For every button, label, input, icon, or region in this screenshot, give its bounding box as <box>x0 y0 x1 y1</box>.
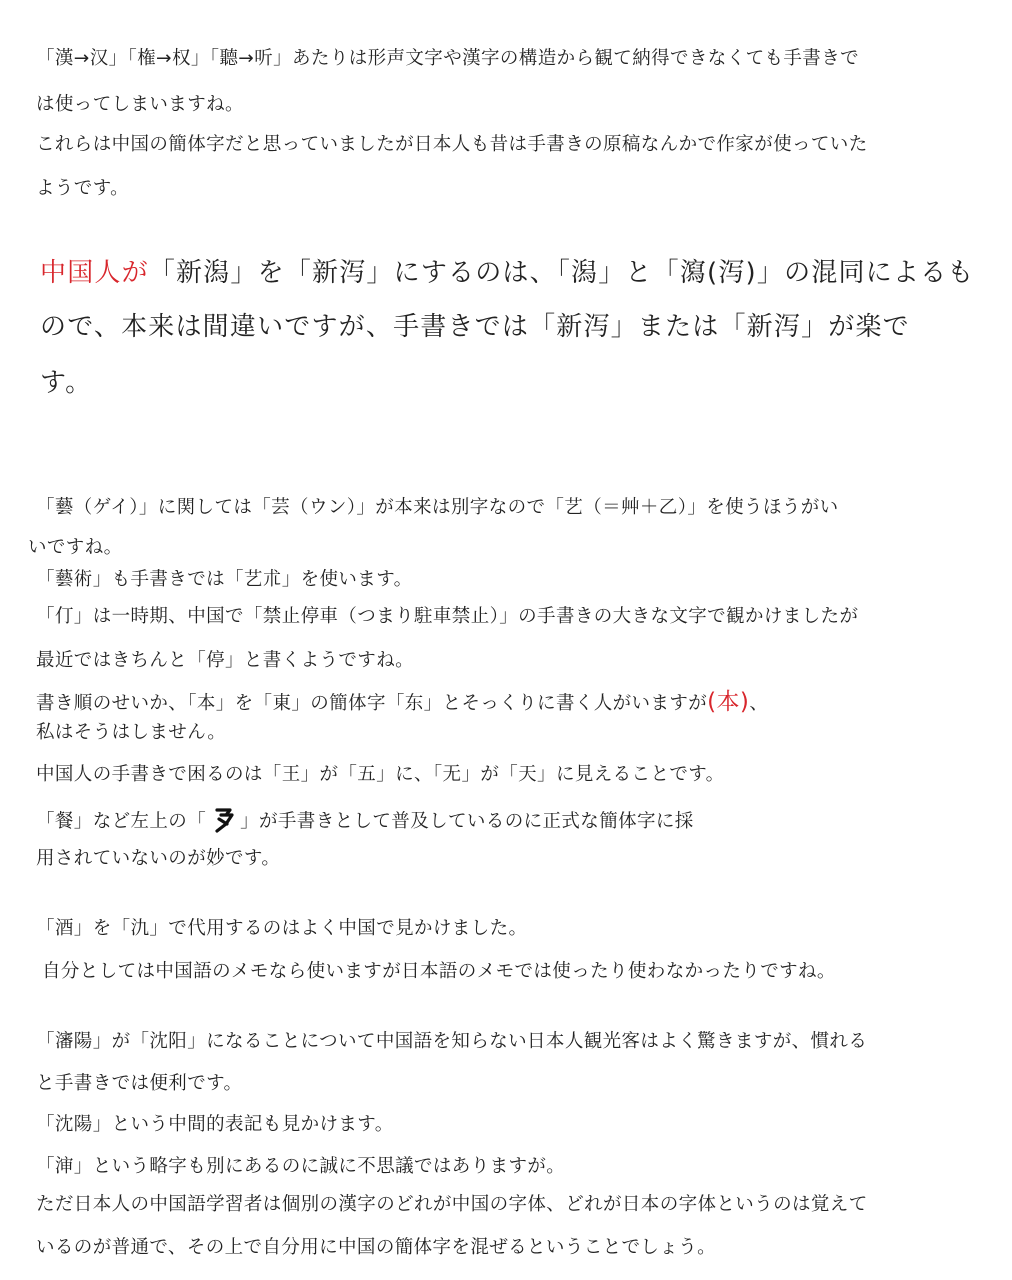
para1-line3: これらは中国の簡体字だと思っていましたが日本人も昔は手書きの原稿なんかで作家が使っていた <box>36 134 868 155</box>
sec2-line9-before: 「餐」など左上の「 <box>36 811 207 832</box>
sec2-line6-after: 、 <box>749 693 769 714</box>
sec4-line3: 「沈陽」という中間的表記も見かけます。 <box>36 1114 394 1135</box>
sec2-line5: 最近ではきちんと「停」と書くようですね。 <box>36 650 415 671</box>
sec4-line6: いるのが普通で、その上で自分用に中国の簡体字を混ぜるということでしょう。 <box>36 1237 717 1258</box>
para1-line4: ようです。 <box>36 178 130 199</box>
sec2-line8: 中国人の手書きで困るのは「王」が「五」に、「无」が「天」に見えることです。 <box>36 764 725 785</box>
para1-line1: 「漢→汉」「権→权」「聽→听」あたりは形声文字や漢字の構造から観て納得できなくても手書きで <box>36 48 860 69</box>
sec2-line6 <box>36 689 768 717</box>
sec4-line1: 「瀋陽」が「沈阳」になることについて中国語を知らない日本人観光客はよく驚きますが、慣れる <box>36 1031 868 1052</box>
sec2-line6-red: (本) <box>707 689 750 715</box>
para1-line2: は使ってしまいますね。 <box>36 94 244 115</box>
sec3-line2: 自分としては中国語のメモなら使いますが日本語のメモでは使ったり使わなかったりですね。 <box>42 961 836 982</box>
highlight-line2: ので、本来は間違いですが、手書きでは「新泻」または「新泻」が楽で <box>40 312 910 342</box>
sec2-line6-before: 書き順のせいか、「本」を「東」の簡体字「东」とそっくりに書く人がいますが <box>36 693 708 714</box>
sec4-line5: ただ日本人の中国語学習者は個別の漢字のどれが中国の字体、どれが日本の字体というのは覚えて <box>36 1194 868 1215</box>
highlight-line3: す。 <box>40 368 93 398</box>
sec4-line4: 「渖」という略字も別にあるのに誠に不思議ではありますが。 <box>36 1156 566 1177</box>
sec2-line7: 私はそうはしません。 <box>36 722 227 743</box>
sec4-line2: と手書きでは便利です。 <box>36 1073 243 1094</box>
sec2-line1: 「藝（ゲイ）」に関しては「芸（ウン）」が本来は別字なので「艺（＝艸＋乙）」を使うほうがい <box>36 497 839 518</box>
sec2-line10: 用されていないのが妙です。 <box>36 848 281 869</box>
sec2-line3: 「藝術」も手書きでは「艺朮」を使います。 <box>36 569 413 590</box>
sec2-line4: 「仃」は一時期、中国で「禁止停車（つまり駐車禁止）」の手書きの大きな文字で観かけましたが <box>36 606 859 627</box>
sec2-line9-after: 」が手書きとして普及しているのに正式な簡体字に採 <box>240 811 694 832</box>
sec2-line2: いですね。 <box>28 537 123 558</box>
highlight-red-prefix: 中国人が <box>40 258 149 288</box>
sec2-line9 <box>36 806 694 834</box>
handwritten-radical-glyph-icon <box>208 806 238 834</box>
highlight-line1 <box>40 258 975 289</box>
highlight-line1-rest: 「新潟」を「新泻」にするのは、「潟」と「瀉(泻)」の混同によるも <box>148 258 975 288</box>
sec3-line1: 「酒」を「氿」で代用するのはよく中国で見かけました。 <box>36 918 528 939</box>
